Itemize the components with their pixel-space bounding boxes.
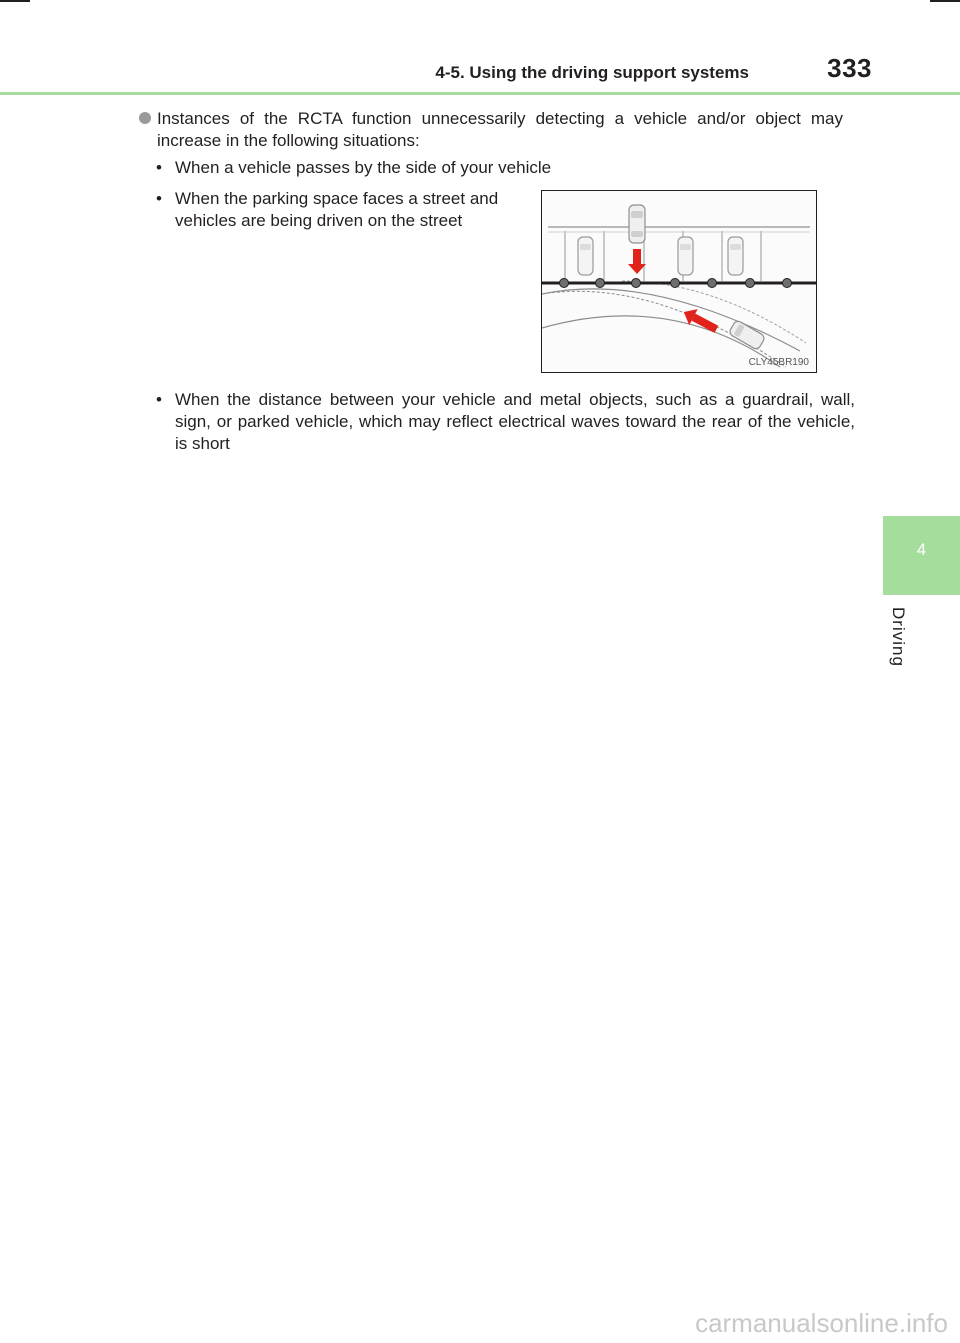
bullet-marker: •: [156, 189, 162, 208]
list-item: [156, 157, 595, 179]
page-header: [0, 53, 880, 86]
list-item: [156, 188, 555, 232]
bullet-marker: •: [156, 158, 162, 177]
crop-mark-left: [0, 0, 30, 2]
chapter-number: 4: [916, 540, 927, 559]
list-item-text: When the parking space faces a street and vehicles are being driven on the street: [175, 189, 499, 230]
header-rule: [0, 92, 960, 95]
chapter-tab[interactable]: [883, 516, 960, 595]
own-vehicle: [629, 205, 645, 243]
list-item-text: When the distance between your vehicle and metal objects, such as a guardrail, wall, sign, or parked vehicle, which may reflect electrical waves toward the rear of the vehicle, is short: [175, 390, 855, 453]
figure-code: CLY45BR190: [748, 357, 809, 368]
crop-mark-right: [930, 0, 960, 2]
page-number: 333: [827, 53, 872, 83]
parked-cars: [578, 237, 743, 275]
intro-paragraph: Instances of the RCTA function unnecessarily detecting a vehicle and/or object may increase in the following situations:: [157, 109, 843, 150]
bullet-marker: •: [156, 390, 162, 409]
bullet-circle-icon: [139, 112, 151, 124]
parking-street-illustration: [541, 190, 817, 373]
chapter-label: Driving: [889, 607, 908, 667]
watermark: carmanualsonline.info: [695, 1308, 948, 1338]
passing-direction-arrow-icon: [680, 304, 721, 337]
list-item-text: When a vehicle passes by the side of your vehicle: [175, 158, 552, 177]
passing-vehicle: [728, 320, 765, 351]
parking-diagram: [542, 191, 816, 372]
section-title: 4-5. Using the driving support systems: [435, 63, 749, 82]
list-item: [156, 389, 855, 455]
